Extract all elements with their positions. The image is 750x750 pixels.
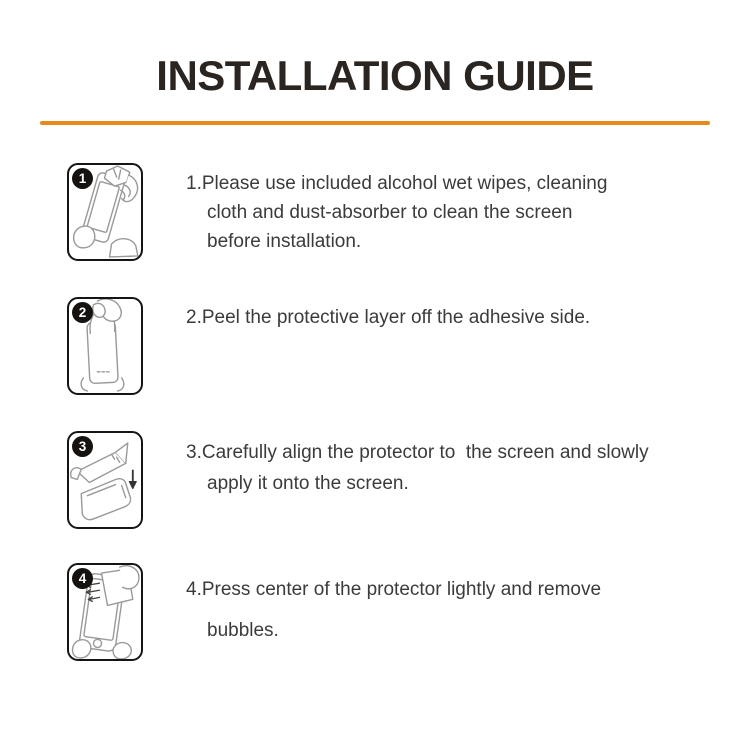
step-3-line: 3.Carefully align the protector to the screen and slowly [186,442,649,463]
step-row-3 [0,431,750,541]
page-title: INSTALLATION GUIDE [156,52,594,99]
step-row-1 [0,163,750,273]
step-row-2 [0,297,750,407]
step-4-text [186,569,601,651]
step-1-line: before installation. [207,231,362,252]
step-4-figure [67,563,143,661]
step-1-text [186,169,607,256]
step-4-line: bubbles. [207,620,279,641]
step-2-figure [67,297,143,395]
step-4-line: 4.Press center of the protector lightly and remove [186,579,602,600]
step-row-4 [0,563,750,673]
step-3-number-badge: 3 [72,436,93,457]
step-1-figure [67,163,143,261]
step-1-line: 1.Please use included alcohol wet wipes, cleaning [186,173,608,194]
step-1-number-badge: 1 [72,168,93,189]
step-4-number-badge: 4 [72,568,93,589]
step-2-text [186,303,590,332]
step-3-figure [67,431,143,529]
step-1-line: cloth and dust-absorber to clean the screen [207,202,573,223]
step-3-line: apply it onto the screen. [207,473,409,494]
step-2-number-badge: 2 [72,302,93,323]
title-divider [40,121,710,125]
step-3-text [186,437,649,499]
step-2-line: 2.Peel the protective layer off the adhesive side. [186,307,591,328]
